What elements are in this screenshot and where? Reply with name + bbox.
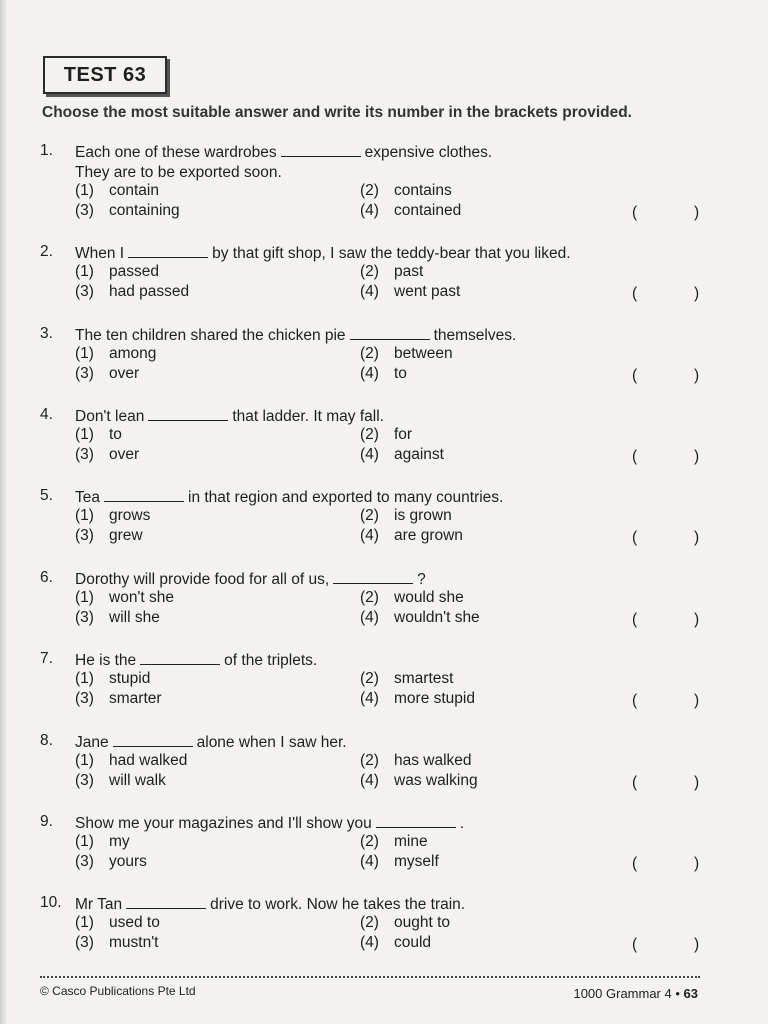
option-text: went past [394,283,461,300]
question-text [75,142,492,183]
option-number: (4) [360,365,379,382]
answer-option [360,670,453,688]
question-text-before: He is the [75,652,137,669]
answer-blank[interactable] [148,406,228,421]
option-number: (4) [360,283,379,300]
answer-option [360,263,423,281]
option-text: had walked [109,752,188,769]
option-number: (1) [75,426,94,443]
option-number: (3) [75,527,94,544]
question-text-before: When I [75,245,125,262]
option-number: (2) [360,345,379,362]
question-text [75,894,465,915]
question-text-after: that ladder. It may fall. [232,408,384,425]
answer-option [75,446,139,464]
option-number: (3) [75,446,94,463]
question-number: 1. [40,142,53,159]
option-number: (3) [75,365,94,382]
question-text-after: drive to work. Now he takes the train. [210,896,466,913]
option-number: (1) [75,589,94,606]
answer-option [75,507,150,525]
option-number: (1) [75,182,94,199]
answer-bracket-close[interactable]: ) [694,529,700,546]
answer-option [360,426,412,444]
option-number: (2) [360,670,379,687]
option-text: is grown [394,507,452,524]
question-text-before: Dorothy will provide food for all of us, [75,571,330,588]
question-text-after: by that gift shop, I saw the teddy-bear that you liked. [212,245,571,262]
option-text: myself [394,853,439,870]
question-text-after: themselves. [433,327,517,344]
answer-bracket-open[interactable]: ( [632,692,638,709]
answer-option [75,934,158,952]
answer-bracket-close[interactable]: ) [694,936,700,953]
option-number: (1) [75,507,94,524]
question-number: 9. [40,813,53,830]
option-text: contained [394,202,462,219]
answer-option [75,690,162,708]
question-text-after: . [459,815,465,832]
answer-bracket-close[interactable]: ) [694,855,700,872]
test-title: TEST 63 [63,63,147,86]
answer-option [75,365,139,383]
question-item [0,567,768,647]
answer-bracket-close[interactable]: ) [694,692,700,709]
answer-bracket-close[interactable]: ) [694,285,700,302]
option-number: (2) [360,589,379,606]
option-number: (1) [75,752,94,769]
option-text: will walk [109,772,166,789]
option-text: my [109,833,130,850]
answer-option [360,589,464,607]
option-text: between [394,345,453,362]
question-text [75,243,571,264]
answer-bracket-close[interactable]: ) [694,611,700,628]
answer-option [75,182,159,200]
option-text: to [394,365,407,382]
option-text: will she [109,609,160,626]
option-number: (2) [360,182,379,199]
option-text: smartest [394,670,454,687]
question-number: 4. [40,406,53,423]
answer-option [75,772,166,790]
answer-option [360,914,450,932]
option-number: (2) [360,914,379,931]
answer-bracket-open[interactable]: ( [632,611,638,628]
answer-option [360,283,460,301]
answer-option [75,853,147,871]
question-text [75,406,384,427]
option-number: (3) [75,202,94,219]
test-title-box [43,56,167,94]
option-text: grows [109,507,151,524]
answer-bracket-open[interactable]: ( [632,448,638,465]
option-number: (2) [360,426,379,443]
footer-divider [40,976,700,978]
answer-bracket-open[interactable]: ( [632,204,638,221]
option-text: among [109,345,157,362]
question-text-before: Each one of these wardrobes [75,144,277,161]
answer-bracket-open[interactable]: ( [632,529,638,546]
question-text-after: of the triplets. [224,652,318,669]
option-text: has walked [394,752,472,769]
question-text-after: expensive clothes. [364,144,493,161]
answer-bracket-open[interactable]: ( [632,855,638,872]
option-text: contains [394,182,452,199]
option-number: (1) [75,263,94,280]
option-text: mustn't [109,934,159,951]
question-text-line2: They are to be exported soon. [75,164,282,181]
option-number: (4) [360,527,379,544]
option-number: (4) [360,934,379,951]
question-number: 3. [40,325,53,342]
option-number: (4) [360,772,379,789]
question-text-before: Don't lean [75,408,145,425]
option-number: (4) [360,853,379,870]
answer-option [75,263,159,281]
answer-bracket-close[interactable]: ) [694,448,700,465]
answer-blank[interactable] [281,142,361,157]
page-footer [573,986,698,1001]
question-number: 8. [40,732,53,749]
answer-option [75,833,130,851]
answer-bracket-open[interactable]: ( [632,367,638,384]
answer-bracket-open[interactable]: ( [632,285,638,302]
option-text: won't she [109,589,174,606]
answer-blank[interactable] [113,732,193,747]
option-text: are grown [394,527,463,544]
option-text: against [394,446,444,463]
option-text: would she [394,589,464,606]
answer-option [360,609,480,627]
option-text: to [109,426,122,443]
question-text-after: ? [417,571,426,588]
answer-blank[interactable] [128,243,208,258]
option-number: (3) [75,853,94,870]
answer-bracket-close[interactable]: ) [694,204,700,221]
option-text: yours [109,853,147,870]
question-text [75,569,426,590]
question-item [0,811,768,891]
option-text: could [394,934,432,951]
option-number: (2) [360,507,379,524]
option-text: had passed [109,283,190,300]
question-text-before: The ten children shared the chicken pie [75,327,346,344]
answer-option [360,345,453,363]
option-number: (3) [75,283,94,300]
answer-blank[interactable] [333,569,413,584]
answer-blank[interactable] [376,813,456,828]
page-number: 63 [683,986,698,1001]
question-text [75,325,516,346]
answer-option [75,426,122,444]
option-number: (4) [360,202,379,219]
book-title: 1000 Grammar 4 • [573,986,680,1001]
option-text: stupid [109,670,151,687]
question-number: 5. [40,487,53,504]
option-number: (4) [360,609,379,626]
option-text: used to [109,914,160,931]
answer-option [75,202,180,220]
option-text: containing [109,202,180,219]
answer-option [360,527,463,545]
answer-option [360,833,428,851]
option-number: (2) [360,263,379,280]
option-number: (3) [75,690,94,707]
question-text [75,650,317,671]
option-number: (1) [75,833,94,850]
answer-blank[interactable] [350,325,430,340]
answer-blank[interactable] [126,894,206,909]
publisher-credit: © Casco Publications Pte Ltd [40,984,196,998]
option-text: grew [109,527,143,544]
answer-bracket-close[interactable]: ) [694,774,700,791]
option-text: smarter [109,690,162,707]
answer-blank[interactable] [140,650,220,665]
question-number: 6. [40,569,53,586]
answer-blank[interactable] [104,487,184,502]
option-number: (4) [360,690,379,707]
question-text-before: Show me your magazines and I'll show you [75,815,372,832]
option-number: (3) [75,609,94,626]
option-text: for [394,426,413,443]
option-number: (1) [75,670,94,687]
answer-option [75,670,150,688]
question-text [75,813,464,834]
question-text [75,732,347,753]
answer-option [75,527,143,545]
option-number: (3) [75,934,94,951]
question-text [75,487,503,508]
answer-option [75,283,189,301]
option-text: wouldn't she [394,609,480,626]
answer-bracket-open[interactable]: ( [632,774,638,791]
answer-option [360,365,407,383]
option-text: more stupid [394,690,475,707]
answer-option [360,182,452,200]
option-number: (1) [75,914,94,931]
answer-option [75,345,156,363]
answer-option [75,589,174,607]
answer-option [360,690,475,708]
question-item [0,648,768,728]
question-number: 2. [40,243,53,260]
answer-option [360,202,461,220]
question-item [0,140,768,220]
question-text-after: alone when I saw her. [196,734,347,751]
question-item [0,730,768,810]
answer-option [360,934,431,952]
answer-option [75,609,160,627]
option-number: (3) [75,772,94,789]
option-number: (2) [360,833,379,850]
option-text: passed [109,263,159,280]
question-text-after: in that region and exported to many countries. [188,489,504,506]
question-item [0,323,768,403]
answer-option [360,446,444,464]
answer-option [360,752,472,770]
instructions: Choose the most suitable answer and write its number in the brackets provided. [42,104,632,121]
answer-option [360,853,439,871]
option-number: (1) [75,345,94,362]
option-text: ought to [394,914,451,931]
answer-option [360,772,478,790]
option-text: past [394,263,424,280]
option-number: (4) [360,446,379,463]
question-item [0,892,768,972]
question-text-before: Mr Tan [75,896,123,913]
question-number: 7. [40,650,53,667]
question-text-before: Jane [75,734,109,751]
question-number: 10. [40,894,62,911]
answer-option [75,914,160,932]
option-text: over [109,365,140,382]
answer-bracket-open[interactable]: ( [632,936,638,953]
question-item [0,241,768,321]
answer-option [360,507,452,525]
option-text: mine [394,833,428,850]
answer-option [75,752,187,770]
option-text: was walking [394,772,478,789]
question-item [0,485,768,565]
question-item [0,404,768,484]
question-text-before: Tea [75,489,100,506]
option-text: over [109,446,140,463]
option-text: contain [109,182,159,199]
option-number: (2) [360,752,379,769]
answer-bracket-close[interactable]: ) [694,367,700,384]
